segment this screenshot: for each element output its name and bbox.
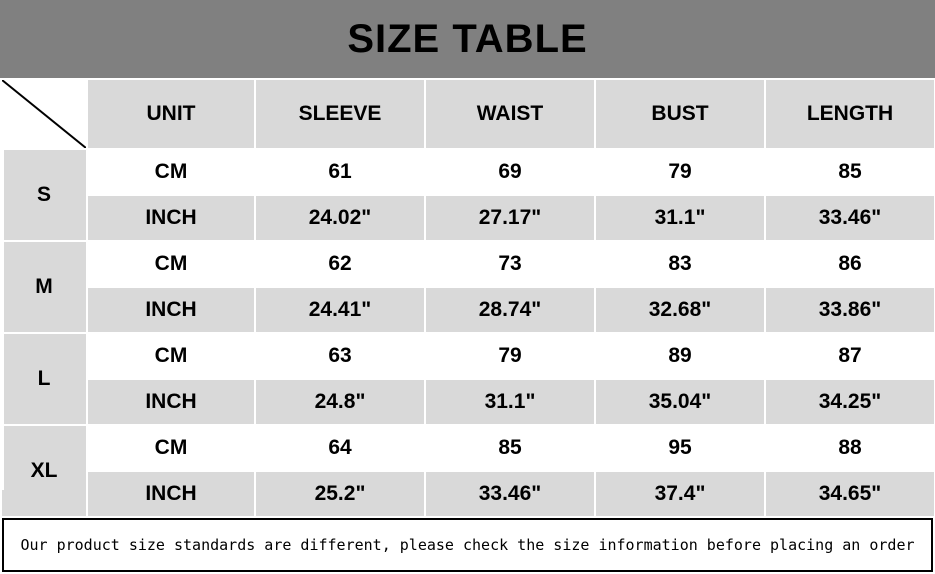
value-cell: 37.4" — [595, 471, 765, 517]
value-cell: 79 — [425, 333, 595, 379]
title-bar — [0, 0, 935, 78]
value-cell: 85 — [765, 149, 935, 195]
table-row — [1, 379, 935, 425]
column-header-sleeve: SLEEVE — [255, 79, 425, 149]
page-title: SIZE TABLE — [347, 16, 588, 61]
value-cell: 31.1" — [425, 379, 595, 425]
value-cell: 34.65" — [765, 471, 935, 517]
value-cell: 85 — [425, 425, 595, 471]
size-note-text: Our product size standards are different, please check the size information before placing an order — [20, 536, 915, 554]
value-cell: 27.17" — [425, 195, 595, 241]
value-cell: 24.8" — [255, 379, 425, 425]
value-cell: 33.46" — [765, 195, 935, 241]
value-cell: 89 — [595, 333, 765, 379]
value-cell: 73 — [425, 241, 595, 287]
size-label-l: L — [1, 333, 87, 425]
value-cell: 31.1" — [595, 195, 765, 241]
value-cell: 95 — [595, 425, 765, 471]
unit-cell: CM — [87, 241, 255, 287]
unit-cell: INCH — [87, 379, 255, 425]
unit-cell: INCH — [87, 195, 255, 241]
size-label-m: M — [1, 241, 87, 333]
value-cell: 83 — [595, 241, 765, 287]
table-row — [1, 195, 935, 241]
unit-cell: INCH — [87, 287, 255, 333]
corner-cell — [1, 79, 87, 149]
value-cell: 33.46" — [425, 471, 595, 517]
table-row — [1, 241, 935, 287]
diagonal-divider-icon — [2, 80, 86, 148]
column-header-length: LENGTH — [765, 79, 935, 149]
unit-cell: CM — [87, 333, 255, 379]
value-cell: 79 — [595, 149, 765, 195]
value-cell: 86 — [765, 241, 935, 287]
unit-cell: INCH — [87, 471, 255, 517]
value-cell: 34.25" — [765, 379, 935, 425]
unit-cell: CM — [87, 425, 255, 471]
size-label-s: S — [1, 149, 87, 241]
size-table — [0, 78, 935, 518]
value-cell: 24.41" — [255, 287, 425, 333]
value-cell: 35.04" — [595, 379, 765, 425]
value-cell: 61 — [255, 149, 425, 195]
value-cell: 32.68" — [595, 287, 765, 333]
table-row — [1, 333, 935, 379]
column-header-bust: BUST — [595, 79, 765, 149]
column-header-unit: UNIT — [87, 79, 255, 149]
table-row — [1, 425, 935, 471]
value-cell: 64 — [255, 425, 425, 471]
table-row — [1, 149, 935, 195]
table-row — [1, 471, 935, 517]
value-cell: 63 — [255, 333, 425, 379]
size-label-xl: XL — [1, 425, 87, 517]
value-cell: 24.02" — [255, 195, 425, 241]
table-row — [1, 287, 935, 333]
value-cell: 87 — [765, 333, 935, 379]
column-header-waist: WAIST — [425, 79, 595, 149]
value-cell: 28.74" — [425, 287, 595, 333]
value-cell: 88 — [765, 425, 935, 471]
value-cell: 33.86" — [765, 287, 935, 333]
table-header-row — [1, 79, 935, 149]
value-cell: 62 — [255, 241, 425, 287]
value-cell: 25.2" — [255, 471, 425, 517]
size-note-box — [2, 518, 933, 572]
value-cell: 69 — [425, 149, 595, 195]
unit-cell: CM — [87, 149, 255, 195]
